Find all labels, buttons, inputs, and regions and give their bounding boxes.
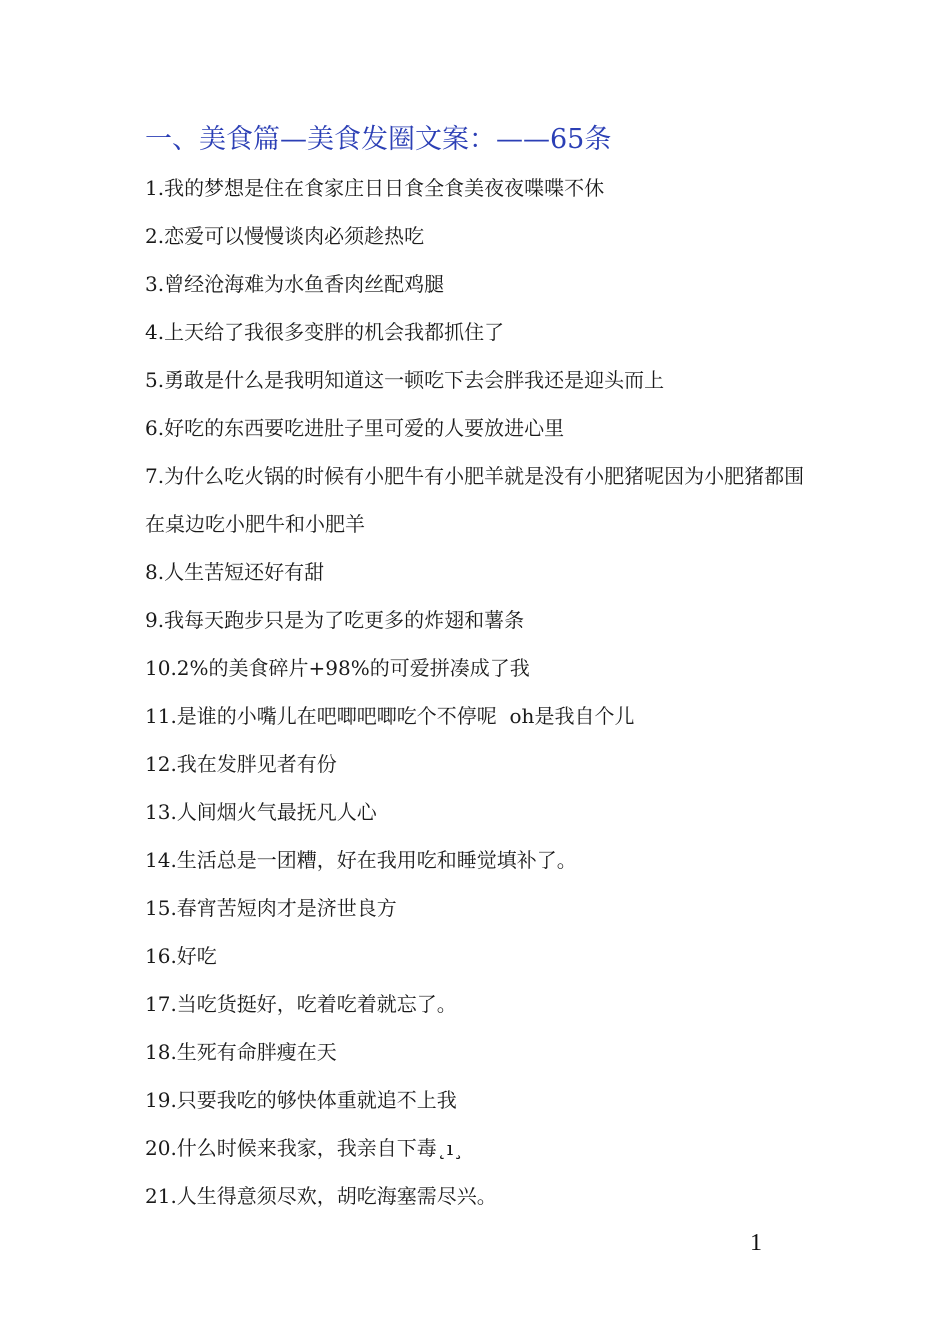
caption-list [145,164,805,1220]
list-item: 9.我每天跑步只是为了吃更多的炸翅和薯条 [145,608,525,632]
list-item: 4.上天给了我很多变胖的机会我都抓住了 [145,320,505,344]
list-item: 11.是谁的小嘴儿在吧唧吧唧吃个不停呢 oh是我自个儿 [145,704,635,728]
list-item: 6.好吃的东西要吃进肚子里可爱的人要放进心里 [145,416,565,440]
list-item: 3.曾经沧海难为水鱼香肉丝配鸡腿 [145,272,445,296]
section-heading: 一、美食篇—美食发圈文案：——65条 [145,124,612,155]
page-number: 1 [750,1230,762,1256]
list-item: 7.为什么吃火锅的时候有小肥牛有小肥羊就是没有小肥猪呢因为小肥猪都围在桌边吃小肥牛和小肥羊 [145,464,805,536]
list-item: 18.生死有命胖瘦在天 [145,1040,337,1064]
list-item: 16.好吃 [145,944,217,968]
list-item: 15.春宵苦短肉才是济世良方 [145,896,397,920]
list-item: 17.当吃货挺好，吃着吃着就忘了。 [145,992,457,1016]
list-item: 2.恋爱可以慢慢谈肉必须趁热吃 [145,224,425,248]
list-item: 12.我在发胖见者有份 [145,752,337,776]
list-item: 8.人生苦短还好有甜 [145,560,325,584]
list-item: 20.什么时候来我家，我亲自下毒˛ı¸ [145,1136,464,1160]
list-item: 10.2%的美食碎片+98%的可爱拼凑成了我 [145,656,530,680]
list-item: 21.人生得意须尽欢，胡吃海塞需尽兴。 [145,1184,497,1208]
list-item: 14.生活总是一团糟，好在我用吃和睡觉填补了。 [145,848,577,872]
list-item: 5.勇敢是什么是我明知道这一顿吃下去会胖我还是迎头而上 [145,368,665,392]
list-item: 1.我的梦想是住在食家庄日日食全食美夜夜喋喋不休 [145,176,605,200]
list-item: 19.只要我吃的够快体重就追不上我 [145,1088,457,1112]
list-item: 13.人间烟火气最抚凡人心 [145,800,377,824]
